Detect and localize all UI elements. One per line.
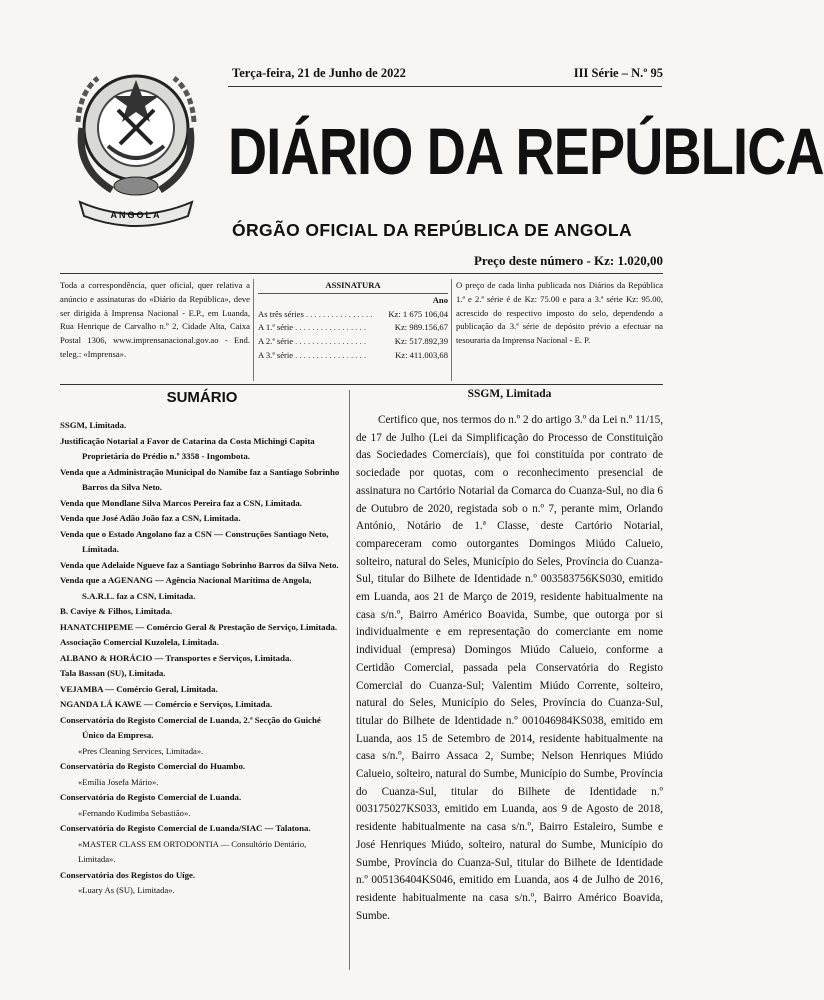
- summary-item: Conservatória do Registo Comercial do Huambo.: [60, 761, 246, 771]
- summary-item: Conservatória dos Registos do Uíge.: [60, 869, 196, 880]
- issue-price: Preço deste número - Kz: 1.020,00: [473, 253, 663, 268]
- price-info-note: O preço de cada linha publicada nos Diários da República 1.ª e 2.ª série é de Kz: 75.00 e para a 3.ª série Kz: 95.00, acrescido do respectivo imposto do selo, dependendo a publicação da 3.ª série de depósito prévio a efectuar na tesouraria da Imprensa Nacional - E. P.: [456, 280, 663, 346]
- summary-item: «Luary As (SU), Limitada».: [78, 885, 175, 895]
- subscription-row: [258, 321, 448, 335]
- summary-title: SUMÁRIO: [166, 389, 238, 406]
- subscription-title: ASSINATURA: [258, 279, 448, 294]
- summary-item: SSGM, Limitada.: [60, 420, 127, 430]
- row-dots: . . . . . . . . . . . . . . . .: [305, 308, 373, 319]
- band-rule: [60, 384, 663, 385]
- summary-item: Conservatória do Registo Comercial de Luanda.: [60, 792, 242, 802]
- summary-item: B. Caviye & Filhos, Limitada.: [60, 606, 173, 616]
- row-label: A 2.ª série: [258, 336, 294, 347]
- summary-item: HANATCHIPEME — Comércio Geral & Prestação de Serviço, Limitada.: [60, 621, 338, 632]
- subscription-table: [258, 279, 448, 363]
- emblem-label: ANGOLA: [110, 210, 162, 220]
- summary-item: ALBANO & HORÁCIO — Transportes e Serviços, Limitada.: [60, 652, 292, 663]
- summary-item: «MASTER CLASS EM ORTODONTIA — Consultório Dentário, Limitada».: [78, 838, 307, 864]
- subscription-row: [258, 349, 448, 363]
- header-rule: [228, 86, 662, 87]
- summary-item: Tala Bassan (SU), Limitada.: [60, 668, 166, 678]
- summary-item: Venda que Mondlane Silva Marcos Pereira faz a CSN, Limitada.: [60, 497, 302, 508]
- summary-item: Associação Comercial Kuzolela, Limitada.: [60, 637, 219, 647]
- republic-emblem: [60, 62, 212, 237]
- row-value: Kz: 517.892,39: [394, 336, 448, 347]
- row-dots: . . . . . . . . . . . . . . . . .: [295, 349, 366, 360]
- summary-item: «Fernando Kudimba Sebastião».: [78, 807, 191, 818]
- row-dots: . . . . . . . . . . . . . . . . .: [295, 322, 366, 333]
- row-value: Kz: 411.003,68: [395, 349, 448, 360]
- summary-item: NGANDA LÁ KAWE — Comércio e Serviços, Limitada.: [60, 699, 273, 709]
- row-value: Kz: 989.156,67: [394, 322, 448, 333]
- price-rule: [60, 273, 663, 274]
- summary-item: VEJAMBA — Comércio Geral, Limitada.: [60, 683, 218, 694]
- summary-item: Venda que a Administração Municipal do Namibe faz a Santiago Sobrinho Barros da Silva Neto.: [60, 466, 340, 492]
- row-label: A 1.ª série: [258, 322, 294, 333]
- summary-item: Justificação Notarial a Favor de Catarina da Costa Michingi Capita Proprietária do Prédio n.º 3358 - Ingombota.: [60, 435, 315, 461]
- masthead-title: DIÁRIO DA REPÚBLICA: [228, 114, 824, 188]
- correspondence-note: Toda a correspondência, quer oficial, quer relativa a anúncio e assinaturas do «Diário da República», deve ser dirigida à Imprensa Nacional - E.P., em Luanda, Rua Henrique de Carvalho n.º 2, Cidade Alta, Caixa Postal 1306, www.imprensanacional.gov.ao - End. teleg.: «Imprensa».: [60, 280, 250, 359]
- series-number: III Série – N.º 95: [573, 66, 663, 80]
- subscription-row: [258, 308, 448, 322]
- row-dots: . . . . . . . . . . . . . . . . .: [295, 336, 366, 347]
- masthead-subtitle: ÓRGÃO OFICIAL DA REPÚBLICA DE ANGOLA: [232, 220, 633, 240]
- summary-list: [60, 418, 344, 899]
- summary-item: «Emília Josefa Mário».: [78, 776, 159, 787]
- summary-item: Venda que o Estado Angolano faz a CSN — Construções Santiago Neto, Limitada.: [60, 528, 329, 554]
- issue-date: Terça-feira, 21 de Junho de 2022: [232, 66, 406, 80]
- summary-item: Conservatória do Registo Comercial de Luanda, 2.ª Secção do Guiché Único da Empresa.: [60, 714, 321, 740]
- row-value: Kz: 1 675 106,04: [388, 308, 448, 319]
- column-divider: [451, 279, 452, 381]
- column-divider: [253, 279, 254, 381]
- summary-item: Venda que Adelaide Ngueve faz a Santiago Sobrinho Barros da Silva Neto.: [60, 559, 339, 570]
- article-body: Certifico que, nos termos do n.º 2 do artigo 3.º da Lei n.º 11/15, de 17 de Julho (Lei da Simplificação do Processo de Constituição das Sociedades Comerciais), que foi constituída por contrato de sociedade por quotas, com o reconhecimento presencial de assinatura no Cartório Notarial da Comarca do Cuanza-Sul, no dia 6 de Outubro de 2020, registada sob o n.º 7, perante mim, Orlando António, Notário de 1.ª Classe, deste Cartório Notarial, compareceram como outorgantes Domingos Miúdo Calueio, solteiro, natural do Seles, Município do Seles, Província do Cuanza-Sul, titular do Bilhete de Identidade n.º 003583756KS030, emitido em Luanda, aos 21 de Março de 2019, residente habitualmente na casa s/n.º, Bairro Américo Boavida, Sumbe, que outorga por si individualmente e em representação do comerciante em nome individual (empresa) Domingos Miúdo Calueio, conforme a Certidão Comercial, passada pela Conservatória do Registo Comercial do Cuanza-Sul; Valentim Miúdo Corrente, solteiro, natural do Seles, Município do Seles, Província do Cuanza-Sul, titular do Bilhete de Identidade n.º 001046984KS038, emitido em Luanda, aos 15 de Setembro de 2014, residente habitualmente na casa s/n.º, Bairro Assaca 2, Sumbe; Nelson Henriques Miúdo Calueio, solteiro, natural do Sumbe, Município do Sumbe, Província do Cuanza-Sul, titular do Bilhete de Identidade n.º 003175027KS033, emitido em Luanda, aos 9 de Agosto de 2018, residente habitualmente na casa s/n.º, Bairro Estaleiro, Sumbe e José Henriques Miúdo, solteiro, natural do Sumbe, Município do Sumbe, Província do Cuanza-Sul, titular do Bilhete de Identidade n.º 005136404KS046, emitido em Luanda, aos 4 de Julho de 2016, residente habitualmente na casa s/n.º, Bairro Américo Boavida, Sumbe.: [356, 414, 663, 922]
- subscription-year-label: Ano: [432, 294, 448, 305]
- subscription-row: [258, 335, 448, 349]
- summary-item: Conservatória do Registo Comercial de Luanda/SIAC — Talatona.: [60, 823, 311, 833]
- article-title: SSGM, Limitada: [467, 388, 552, 400]
- row-label: As três séries: [258, 308, 304, 319]
- body-column-divider: [349, 390, 350, 970]
- summary-item: «Pres Cleaning Services, Limitada».: [78, 745, 204, 756]
- row-label: A 3.ª série: [258, 349, 294, 360]
- summary-item: Venda que José Adão João faz a CSN, Limitada.: [60, 513, 241, 523]
- summary-item: Venda que a AGENANG — Agência Nacional Marítima de Angola, S.A.R.L. faz a CSN, Limitada.: [60, 575, 312, 601]
